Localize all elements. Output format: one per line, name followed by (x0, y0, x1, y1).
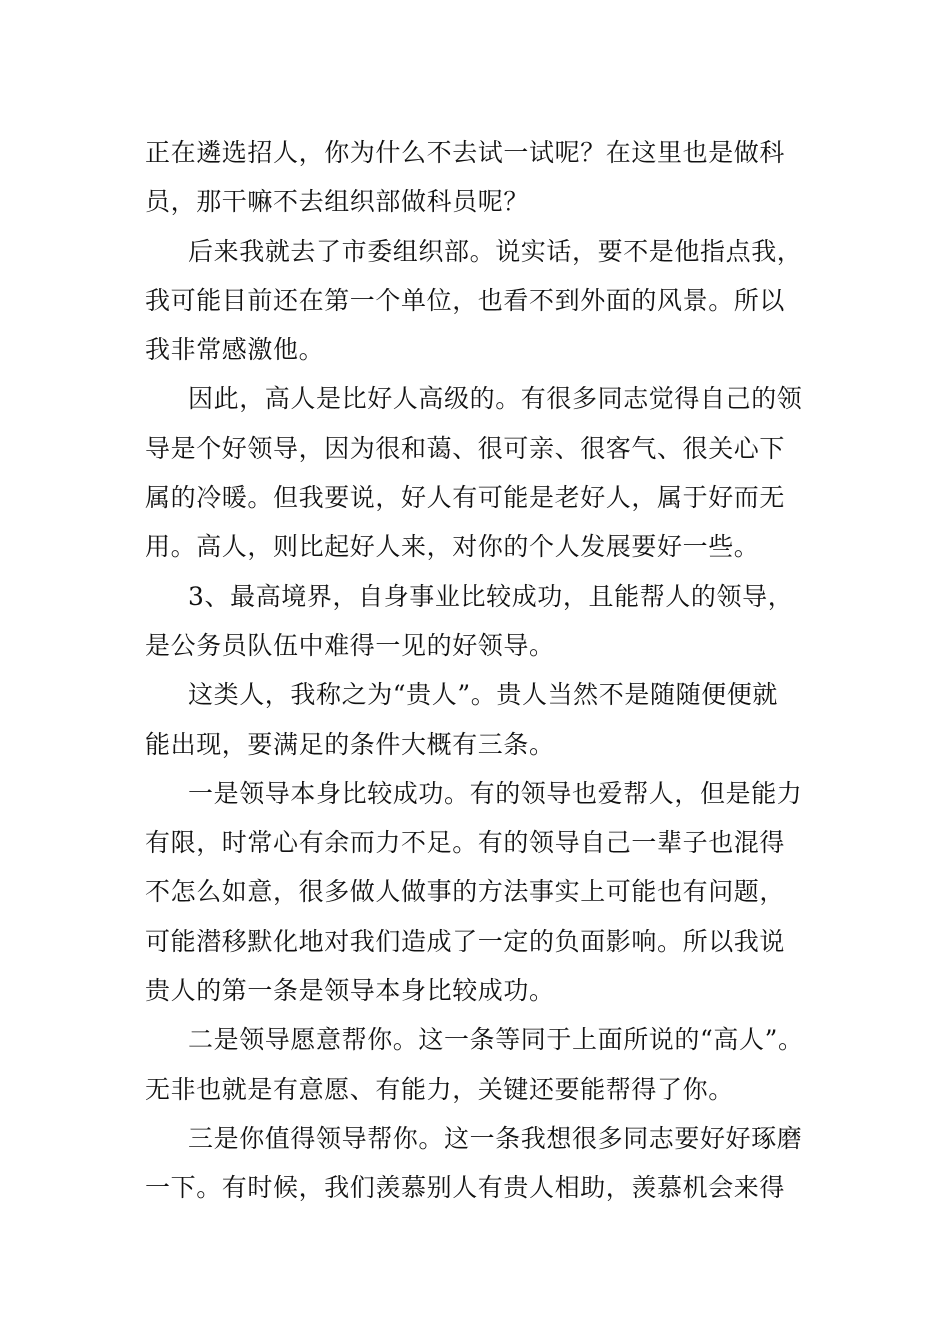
text-line: 三是你值得领导帮你。这一条我想很多同志要好好琢磨 (188, 1123, 803, 1153)
text-line: 因此，高人是比好人高级的。有很多同志觉得自己的领 (188, 384, 803, 414)
text-line: 贵人的第一条是领导本身比较成功。 (145, 976, 555, 1006)
text-line: 我非常感激他。 (145, 335, 325, 365)
text-line: 不怎么如意，很多做人做事的方法事实上可能也有问题， (145, 877, 786, 907)
text-line: 后来我就去了市委组织部。说实话，要不是他指点我， (188, 236, 803, 266)
text-line: 正在遴选招人，你为什么不去试一试呢？在这里也是做科 (145, 138, 786, 167)
text-line: 导是个好领导，因为很和蔼、很可亲、很客气、很关心下 (145, 433, 786, 463)
text-line: 一下。有时候，我们羡慕别人有贵人相助，羡慕机会来得 (145, 1173, 786, 1203)
text-line: 无非也就是有意愿、有能力，关键还要能帮得了你。 (145, 1074, 734, 1104)
text-line: 这类人，我称之为“贵人”。贵人当然不是随随便便就 (188, 680, 778, 710)
text-line: 可能潜移默化地对我们造成了一定的负面影响。所以我说 (145, 926, 786, 956)
text-line: 3、最高境界，自身事业比较成功，且能帮人的领导， (188, 581, 794, 611)
text-line: 属的冷暖。但我要说，好人有可能是老好人，属于好而无 (145, 483, 786, 513)
text-line: 用。高人，则比起好人来，对你的个人发展要好一些。 (145, 532, 760, 562)
text-line: 一是领导本身比较成功。有的领导也爱帮人，但是能力 (188, 778, 803, 808)
text-line: 有限，时常心有余而力不足。有的领导自己一辈子也混得 (145, 828, 786, 858)
document-body (145, 128, 813, 1213)
text-line: 员，那干嘛不去组织部做科员呢？ (145, 187, 530, 217)
text-line: 能出现，要满足的条件大概有三条。 (145, 729, 555, 759)
text-line: 是公务员队伍中难得一见的好领导。 (145, 630, 555, 660)
text-line: 我可能目前还在第一个单位，也看不到外面的风景。所以 (145, 285, 786, 315)
text-line: 二是领导愿意帮你。这一条等同于上面所说的“高人”。 (188, 1025, 804, 1055)
